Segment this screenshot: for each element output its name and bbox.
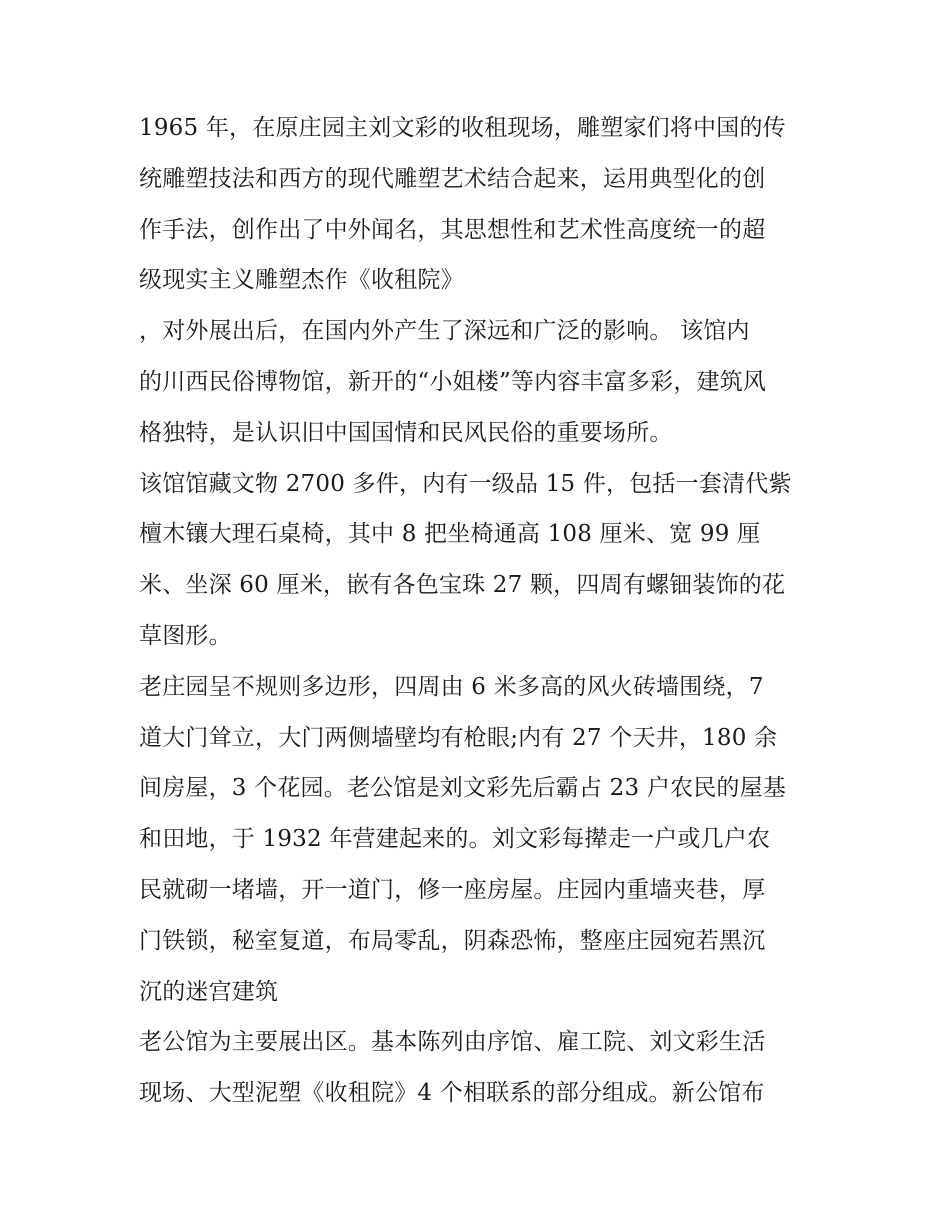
text-line: 沉的迷宫建筑 (139, 978, 279, 1005)
text-line: 作手法，创作出了中外闻名，其思想性和艺术性高度统一的超 (139, 216, 766, 243)
text-line: 老庄园呈不规则多边形，四周由 6 米多高的风火砖墙围绕，7 (139, 673, 764, 700)
text-line: 1965 年，在原庄园主刘文彩的收租现场，雕塑家们将中国的传 (139, 115, 786, 141)
text-line: 级现实主义雕塑杰作《收租院》 (139, 267, 464, 294)
text-line: 统雕塑技法和西方的现代雕塑艺术结合起来，运用典型化的创 (139, 165, 766, 192)
text-line: 格独特，是认识旧中国国情和民风民俗的重要场所。 (139, 419, 673, 446)
text-line: 米、坐深 60 厘米，嵌有各色宝珠 27 颗，四周有螺钿装饰的花 (139, 572, 786, 599)
body-text (139, 103, 829, 1119)
text-line: 草图形。 (139, 622, 232, 649)
text-line: 现场、大型泥塑《收租院》4 个相联系的部分组成。新公馆布 (139, 1080, 765, 1107)
text-line: 檀木镶大理石桌椅，其中 8 把坐椅通高 108 厘米、宽 99 厘 (139, 521, 761, 548)
text-line: 和田地，于 1932 年营建起来的。刘文彩每撵走一户或几户农 (139, 826, 771, 853)
text-line: ，对外展出后，在国内外产生了深远和广泛的影响。 该馆内 (139, 318, 750, 345)
text-line: 道大门耸立，大门两侧墙壁均有枪眼;内有 27 个天井，180 余 (139, 724, 778, 751)
text-line: 该馆馆藏文物 2700 多件，内有一级品 15 件，包括一套清代紫 (139, 470, 792, 497)
text-line: 民就砌一堵墙，开一道门，修一座房屋。庄园内重墙夹巷，厚 (139, 876, 766, 903)
text-line: 的川西民俗博物馆，新开的“小姐楼”等内容丰富多彩，建筑风 (139, 368, 767, 395)
text-line: 间房屋，3 个花园。老公馆是刘文彩先后霸占 23 户农民的屋基 (139, 775, 787, 802)
text-line: 老公馆为主要展出区。基本陈列由序馆、雇工院、刘文彩生活 (139, 1029, 766, 1056)
text-line: 门铁锁，秘室复道，布局零乱，阴森恐怖，整座庄园宛若黑沉 (139, 927, 766, 954)
